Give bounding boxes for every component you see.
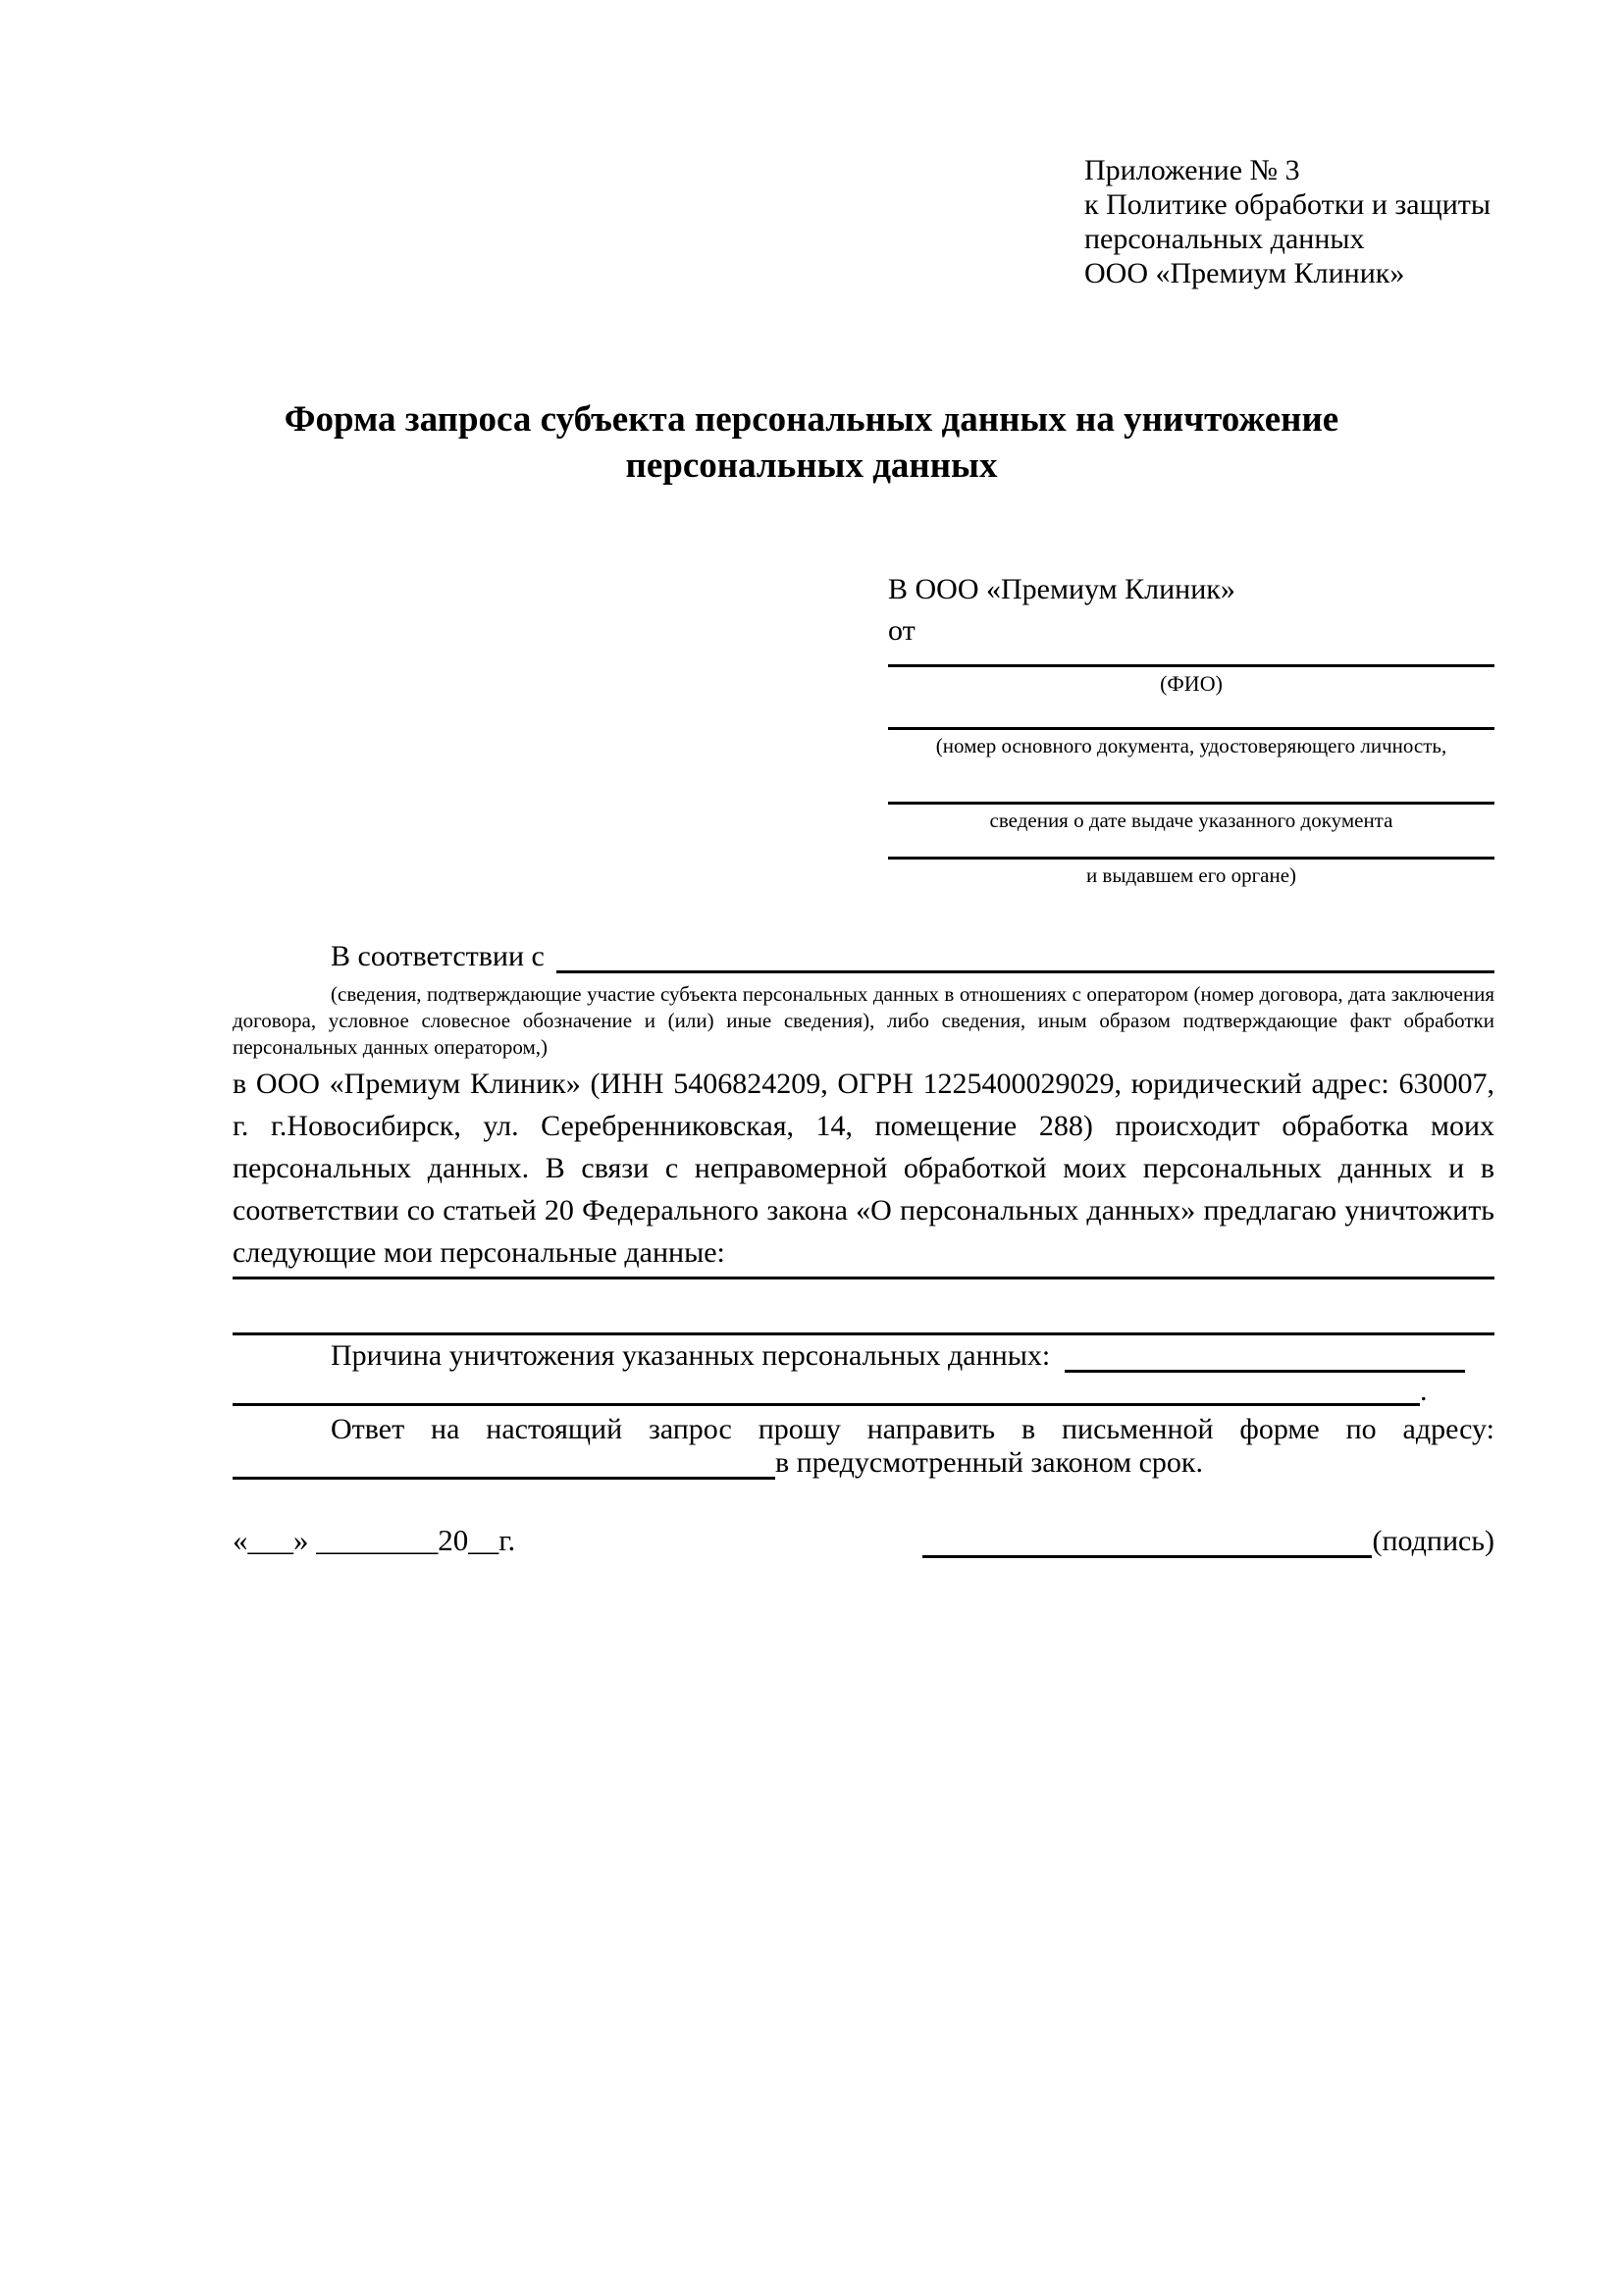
doc-date-caption: сведения о дате выдаче указанного документа [989, 809, 1393, 832]
addressee-from-label: от [888, 614, 916, 647]
fio-fill-line [888, 633, 1494, 667]
doc-number-fill-line [888, 696, 1494, 730]
accordance-fill-line [556, 970, 1494, 973]
accordance-label: В соответствии с [331, 940, 545, 972]
main-paragraph: в ООО «Премиум Клиник» (ИНН 5406824209, ОГРН 1225400029029, юридический адрес: 630007, г. г.Новосибирск, ул. Серебренниковская, 14, помещение 288) происходит обработка моих персональных данных. В связи с неправомерной обработкой моих персональных данных и в соответствии со статьей 20 Федерального закона «О персональных данных» предлагаю уничтожить следующие мои персональные данные: [233, 1068, 1494, 1269]
doc-issuer-fill-line [888, 825, 1494, 860]
reason-row [331, 1337, 1465, 1373]
response-suffix: в предусмотренный законом срок. [775, 1446, 1203, 1479]
signature-row [922, 1523, 1494, 1558]
reason-continuation-fill-line [233, 1371, 1420, 1406]
document-title: Форма запроса субъекта персональных данных на уничтожение персональных данных [284, 399, 1339, 486]
data-fill-line-1 [233, 1246, 1494, 1279]
date-template: «___» ________20__г. [233, 1523, 516, 1557]
signature-caption: (подпись) [1372, 1525, 1494, 1557]
doc-issuer-caption: и выдавшем его органе) [1085, 863, 1297, 887]
accordance-note: (сведения, подтверждающие участие субъекта персональных данных в отношениях с оператором (номер договора, дата заключения договора, условное словесное обозначение и (или) иные сведения), либо сведения, иным образом подтверждающие факт обработки персональных данных оператором,) [233, 982, 1494, 1059]
fio-caption: (ФИО) [1160, 671, 1223, 696]
annex-note [1084, 153, 1545, 290]
doc-date-fill-line [888, 770, 1494, 805]
annex-note-line-1: Приложение № 3 [1084, 154, 1300, 186]
data-fill-line-2 [233, 1302, 1494, 1335]
reason-label: Причина уничтожения указанных персональных данных: [331, 1339, 1051, 1372]
accordance-row [331, 938, 1494, 973]
signature-fill-line [922, 1555, 1372, 1558]
annex-note-line-3: персональных данных [1084, 223, 1365, 255]
reason-continuation-row [233, 1374, 1504, 1406]
annex-note-line-4: ООО «Премиум Клиник» [1084, 257, 1405, 289]
response-request: Ответ на настоящий запрос прошу направить в письменной форме по адресу: [331, 1413, 1494, 1445]
addressee-to: В ООО «Премиум Клиник» [888, 573, 1235, 605]
response-address-row [233, 1446, 1494, 1480]
doc-number-caption: (номер основного документа, удостоверяющего личность, [935, 734, 1447, 757]
response-address-fill-line [233, 1443, 775, 1480]
reason-period: . [1420, 1375, 1428, 1407]
annex-note-line-2: к Политике обработки и защиты [1084, 188, 1492, 221]
